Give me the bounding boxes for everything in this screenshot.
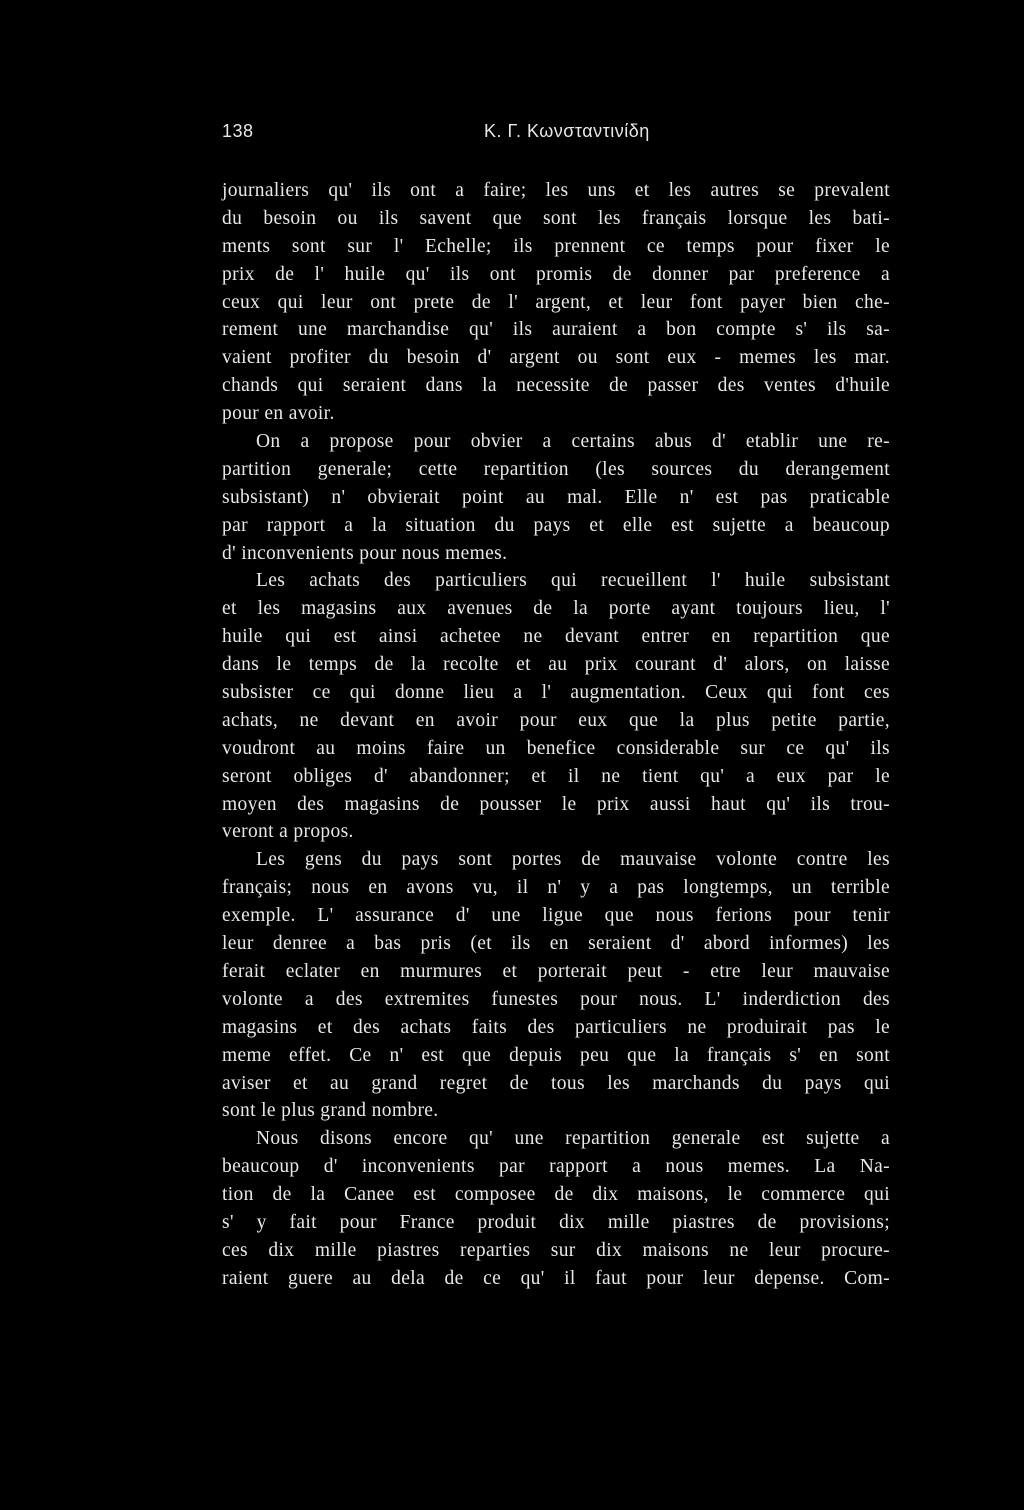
text-line: ferait eclater en murmures et porterait peut - etre leur mauvaise xyxy=(222,960,890,982)
text-line: et les magasins aux avenues de la porte ayant toujours lieu, l' xyxy=(222,598,890,620)
text-line: prix de l' huile qu' ils ont promis de donner par preference a xyxy=(222,263,890,285)
text-line: rement une marchandise qu' ils auraient a bon compte s' ils sa- xyxy=(222,319,890,341)
text-line: subsister ce qui donne lieu a l' augmentation. Ceux qui font ces xyxy=(222,682,890,704)
text-line: veront a propos. xyxy=(222,821,354,843)
running-head: Κ. Γ. Κωνσταντινίδη xyxy=(484,121,650,141)
text-line: Les achats des particuliers qui recueillent l' huile subsistant xyxy=(256,570,890,592)
text-line: volonte a des extremites funestes pour nous. L' inderdiction des xyxy=(222,988,890,1010)
page-number: 138 xyxy=(222,121,254,141)
text-line: moyen des magasins de pousser le prix aussi haut qu' ils trou- xyxy=(222,793,890,815)
text-line: chands qui seraient dans la necessite de passer des ventes d'huile xyxy=(222,375,890,397)
text-line: raient guere au dela de ce qu' il faut pour leur depense. Com- xyxy=(222,1267,890,1289)
text-line: français; nous en avons vu, il n' y a pas longtemps, un terrible xyxy=(222,877,890,899)
text-line: s' y fait pour France produit dix mille piastres de provisions; xyxy=(222,1211,890,1233)
text-line: aviser et au grand regret de tous les marchands du pays qui xyxy=(222,1072,890,1094)
text-line: ceux qui leur ont prete de l' argent, et leur font payer bien che- xyxy=(222,291,890,313)
text-line: d' inconvenients pour nous memes. xyxy=(222,542,508,564)
text-line: leur denree a bas pris (et ils en seraient d' abord informes) les xyxy=(222,933,890,955)
text-line: pour en avoir. xyxy=(222,403,335,425)
text-line: par rapport a la situation du pays et elle est sujette a beaucoup xyxy=(222,514,890,536)
page-header xyxy=(222,121,822,151)
body-text xyxy=(222,177,890,1293)
text-line: magasins et des achats faits des particuliers ne produirait pas le xyxy=(222,1016,890,1038)
text-line: exemple. L' assurance d' une ligue que nous ferions pour tenir xyxy=(222,905,890,927)
text-line: tion de la Canee est composee de dix maisons, le commerce qui xyxy=(222,1184,890,1206)
text-line: Les gens du pays sont portes de mauvaise volonte contre les xyxy=(256,849,890,871)
text-line: Nous disons encore qu' une repartition generale est sujette a xyxy=(256,1128,890,1150)
text-line: du besoin ou ils savent que sont les français lorsque les bati- xyxy=(222,207,890,229)
text-line: achats, ne devant en avoir pour eux que la plus petite partie, xyxy=(222,709,890,731)
text-line: ments sont sur l' Echelle; ils prennent ce temps pour fixer le xyxy=(222,235,890,257)
text-line: On a propose pour obvier a certains abus d' etablir une re- xyxy=(256,431,890,453)
text-line: dans le temps de la recolte et au prix courant d' alors, on laisse xyxy=(222,654,890,676)
text-line: subsistant) n' obvierait point au mal. Elle n' est pas praticable xyxy=(222,486,890,508)
text-line: vaient profiter du besoin d' argent ou sont eux - memes les mar. xyxy=(222,347,890,369)
text-line: seront obliges d' abandonner; et il ne tient qu' a eux par le xyxy=(222,765,890,787)
text-line: journaliers qu' ils ont a faire; les uns et les autres se prevalent xyxy=(222,180,890,201)
text-line: huile qui est ainsi achetee ne devant entrer en repartition que xyxy=(222,626,890,648)
text-line: beaucoup d' inconvenients par rapport a nous memes. La Na- xyxy=(222,1156,890,1178)
text-line: ces dix mille piastres reparties sur dix maisons ne leur procure- xyxy=(222,1239,890,1261)
text-line: partition generale; cette repartition (les sources du derangement xyxy=(222,458,890,480)
text-line: sont le plus grand nombre. xyxy=(222,1100,439,1122)
text-line: meme effet. Ce n' est que depuis peu que la français s' en sont xyxy=(222,1044,890,1066)
text-line: voudront au moins faire un benefice considerable sur ce qu' ils xyxy=(222,737,890,759)
